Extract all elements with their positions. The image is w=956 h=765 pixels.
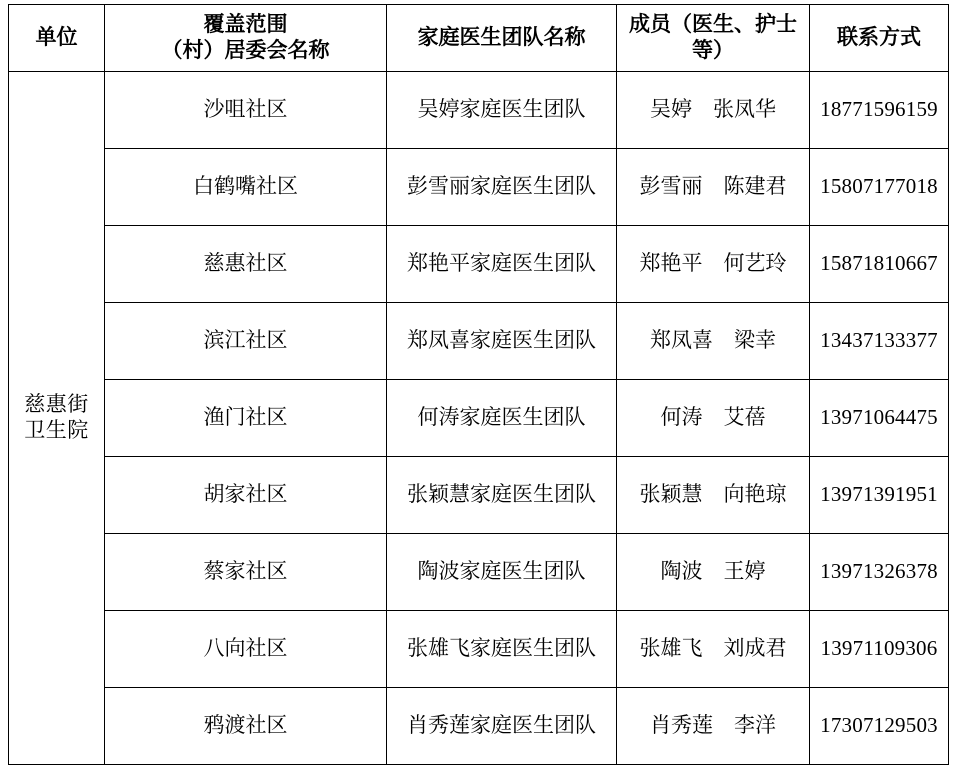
table-header-row bbox=[9, 5, 949, 72]
members-cell bbox=[617, 149, 810, 226]
contact-cell: 17307129503 bbox=[810, 688, 949, 765]
table-row bbox=[9, 380, 949, 457]
team-cell: 何涛家庭医生团队 bbox=[387, 380, 617, 457]
column-header-area-line1: 覆盖范围 bbox=[203, 12, 288, 37]
members-text: 张雄飞 刘成君 bbox=[639, 636, 787, 661]
members-cell bbox=[617, 611, 810, 688]
contact-cell: 18771596159 bbox=[810, 72, 949, 149]
contact-cell: 13971326378 bbox=[810, 534, 949, 611]
table-row bbox=[9, 688, 949, 765]
members-text: 吴婷 张凤华 bbox=[650, 97, 776, 122]
area-cell: 八向社区 bbox=[105, 611, 387, 688]
team-cell: 张颖慧家庭医生团队 bbox=[387, 457, 617, 534]
members-cell bbox=[617, 72, 810, 149]
table-row bbox=[9, 534, 949, 611]
contact-cell: 13971109306 bbox=[810, 611, 949, 688]
members-cell bbox=[617, 534, 810, 611]
unit-name-line2: 卫生院 bbox=[24, 418, 89, 442]
column-header-area bbox=[105, 5, 387, 72]
column-header-contact: 联系方式 bbox=[810, 5, 949, 72]
members-text: 郑艳平 何艺玲 bbox=[639, 251, 787, 276]
unit-name-line1: 慈惠街 bbox=[24, 392, 89, 417]
contact-cell: 15807177018 bbox=[810, 149, 949, 226]
members-text: 肖秀莲 李洋 bbox=[650, 713, 776, 738]
team-cell: 陶波家庭医生团队 bbox=[387, 534, 617, 611]
team-cell: 张雄飞家庭医生团队 bbox=[387, 611, 617, 688]
area-cell: 慈惠社区 bbox=[105, 226, 387, 303]
members-text: 何涛 艾蓓 bbox=[660, 405, 766, 430]
contact-cell: 15871810667 bbox=[810, 226, 949, 303]
table-row bbox=[9, 303, 949, 380]
column-header-unit: 单位 bbox=[9, 5, 105, 72]
table-row bbox=[9, 457, 949, 534]
area-cell: 沙咀社区 bbox=[105, 72, 387, 149]
area-cell: 蔡家社区 bbox=[105, 534, 387, 611]
area-cell: 白鹤嘴社区 bbox=[105, 149, 387, 226]
table-header bbox=[9, 5, 949, 72]
table-row bbox=[9, 611, 949, 688]
column-header-team: 家庭医生团队名称 bbox=[387, 5, 617, 72]
team-cell: 郑艳平家庭医生团队 bbox=[387, 226, 617, 303]
contact-cell: 13971064475 bbox=[810, 380, 949, 457]
members-text: 张颖慧 向艳琼 bbox=[639, 482, 787, 507]
area-cell: 鸦渡社区 bbox=[105, 688, 387, 765]
members-text: 彭雪丽 陈建君 bbox=[639, 174, 787, 199]
area-cell: 滨江社区 bbox=[105, 303, 387, 380]
family-doctor-team-table bbox=[8, 4, 949, 765]
members-cell bbox=[617, 380, 810, 457]
contact-cell: 13437133377 bbox=[810, 303, 949, 380]
area-cell: 胡家社区 bbox=[105, 457, 387, 534]
members-text: 郑凤喜 梁幸 bbox=[650, 328, 776, 353]
members-text: 陶波 王婷 bbox=[660, 559, 766, 584]
members-cell bbox=[617, 688, 810, 765]
unit-cell bbox=[9, 72, 105, 765]
table-row bbox=[9, 72, 949, 149]
team-cell: 吴婷家庭医生团队 bbox=[387, 72, 617, 149]
team-cell: 郑凤喜家庭医生团队 bbox=[387, 303, 617, 380]
members-cell bbox=[617, 457, 810, 534]
table-row bbox=[9, 226, 949, 303]
column-header-area-line2: （村）居委会名称 bbox=[161, 38, 330, 62]
members-cell bbox=[617, 303, 810, 380]
team-cell: 肖秀莲家庭医生团队 bbox=[387, 688, 617, 765]
table-body bbox=[9, 72, 949, 765]
column-header-members: 成员（医生、护士等） bbox=[617, 5, 810, 72]
table-row bbox=[9, 149, 949, 226]
members-cell bbox=[617, 226, 810, 303]
area-cell: 渔门社区 bbox=[105, 380, 387, 457]
contact-cell: 13971391951 bbox=[810, 457, 949, 534]
team-cell: 彭雪丽家庭医生团队 bbox=[387, 149, 617, 226]
